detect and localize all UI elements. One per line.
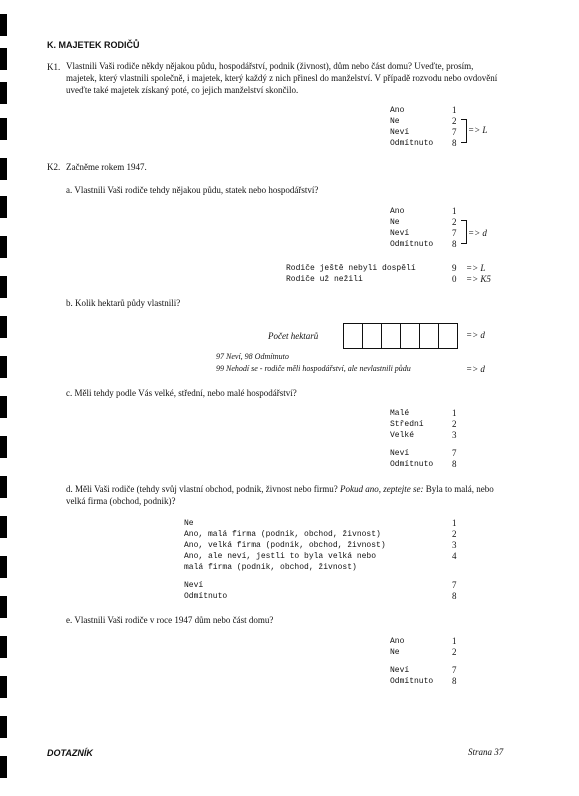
digit-box[interactable] [420,324,439,348]
option-label: Malé [390,409,410,418]
option-code: 8 [452,138,457,148]
page-number: Strana 37 [468,747,504,757]
option-label: Ne [390,117,400,126]
scan-mark [0,82,7,104]
option-label: Odmítnuto [390,460,434,469]
skip-instruction: => K5 [466,274,491,284]
option-label: Ne [184,519,194,528]
option-label: Ne [390,218,400,227]
scan-mark [0,436,7,458]
option-label: Střední [390,420,424,429]
skip-instruction: => d [466,364,485,374]
option-code: 8 [452,239,457,249]
question-k2-intro: Začněme rokem 1947. [66,162,147,172]
scan-mark [0,158,7,180]
digit-box[interactable] [382,324,401,348]
option-label: Ano [390,637,405,646]
digit-box[interactable] [401,324,420,348]
scan-mark [0,196,7,218]
option-label: malá firma (podnik, obchod, živnost) [184,563,357,572]
hectares-input[interactable] [343,323,458,349]
option-code: 3 [452,540,457,550]
option-code: 7 [452,448,457,458]
digit-box[interactable] [363,324,382,348]
option-label: Odmítnuto [390,139,434,148]
option-label: Ano, velká firma (podnik, obchod, živnost) [184,541,386,550]
option-label: Neví [184,581,204,590]
scan-mark [0,396,7,418]
question-k1-text: Vlastnili Vaši rodiče někdy nějakou půdu, hospodářství, podnik (živnost), dům nebo část domu? Uveďte, prosím, majetek, který vlastnili společně, i majetek, který každý z nich přinesl do manželství. V případě rozvodu nebo ovdovění uveďte také majetek získaný poté, co jejich manželství skončilo. [66,61,498,95]
option-code: 2 [452,647,457,657]
option-label: Ano [390,106,405,115]
option-code: 8 [452,591,457,601]
option-code: 2 [452,217,457,227]
scan-mark [0,118,7,140]
digit-box[interactable] [344,324,363,348]
scan-mark [0,556,7,578]
scan-mark [0,756,7,778]
option-code: 8 [452,676,457,686]
option-label: Neví [390,449,410,458]
question-k2b-text: b. Kolik hektarů půdy vlastnili? [66,298,181,308]
option-code: 2 [452,419,457,429]
note: 97 Neví, 98 Odmítnuto [216,352,289,361]
field-label: Počet hektarů [268,331,319,341]
scan-mark [0,48,7,70]
option-label: Neví [390,666,410,675]
scan-mark [0,276,7,298]
note: 99 Nehodí se - rodiče měli hospodářství, ale nevlastnili půdu [216,364,411,373]
scan-mark [0,356,7,378]
option-code: 1 [452,636,457,646]
question-number: K2. [47,162,61,172]
option-code: 2 [452,529,457,539]
scan-mark [0,316,7,338]
option-code: 1 [452,408,457,418]
bracket [461,119,467,143]
option-code: 1 [452,518,457,528]
option-code: 7 [452,580,457,590]
option-label: Ano, ale neví, jestli to byla velká nebo [184,552,377,561]
option-code: 2 [452,116,457,126]
option-label: Ne [390,648,400,657]
option-label: Odmítnuto [184,592,228,601]
skip-instruction: => L [468,125,488,135]
question-k2d-text [66,483,506,507]
option-code: 3 [452,430,457,440]
option-code: 7 [452,228,457,238]
scan-mark [0,636,7,658]
option-code: 7 [452,127,457,137]
digit-box[interactable] [439,324,457,348]
scan-mark [0,716,7,738]
option-label: Rodiče už nežili [286,275,363,284]
option-label: Rodiče ještě nebyli dospělí [286,264,416,273]
skip-instruction: => L [466,263,486,273]
option-code: 1 [452,206,457,216]
option-label: Ano [390,207,405,216]
question-number: K1. [47,62,61,72]
bracket [461,220,467,244]
question-text: d. Měli Vaši rodiče (tehdy svůj vlastní obchod, podnik, živnost nebo firmu? [66,484,338,494]
scan-mark [0,476,7,498]
scan-mark [0,676,7,698]
option-code: 8 [452,459,457,469]
question-text: Byla to malá, nebo velká firma (obchod, podnik)? [66,484,494,506]
scan-mark [0,596,7,618]
interviewer-instruction: Pokud ano, zeptejte se: [340,484,424,494]
footer-left: DOTAZNÍK [47,748,93,758]
option-label: Ano, malá firma (podnik, obchod, živnost) [184,530,381,539]
option-code: 9 [452,263,457,273]
option-code: 0 [452,274,457,284]
skip-instruction: => d [466,330,485,340]
option-label: Neví [390,128,410,137]
option-label: Velké [390,431,415,440]
option-code: 4 [452,551,457,561]
question-k2e-text: e. Vlastnili Vaši rodiče v roce 1947 dům nebo část domu? [66,615,274,625]
option-code: 7 [452,665,457,675]
scan-mark [0,236,7,258]
option-label: Neví [390,229,410,238]
option-label: Odmítnuto [390,240,434,249]
option-code: 1 [452,105,457,115]
question-k2c-text: c. Měli tehdy podle Vás velké, střední, nebo malé hospodářství? [66,388,297,398]
option-label: Odmítnuto [390,677,434,686]
scan-mark [0,14,7,36]
skip-instruction: => d [468,228,487,238]
section-title: K. MAJETEK RODIČŮ [47,40,140,50]
question-k2a-text: a. Vlastnili Vaši rodiče tehdy nějakou půdu, statek nebo hospodářství? [66,185,319,195]
scan-mark [0,516,7,538]
